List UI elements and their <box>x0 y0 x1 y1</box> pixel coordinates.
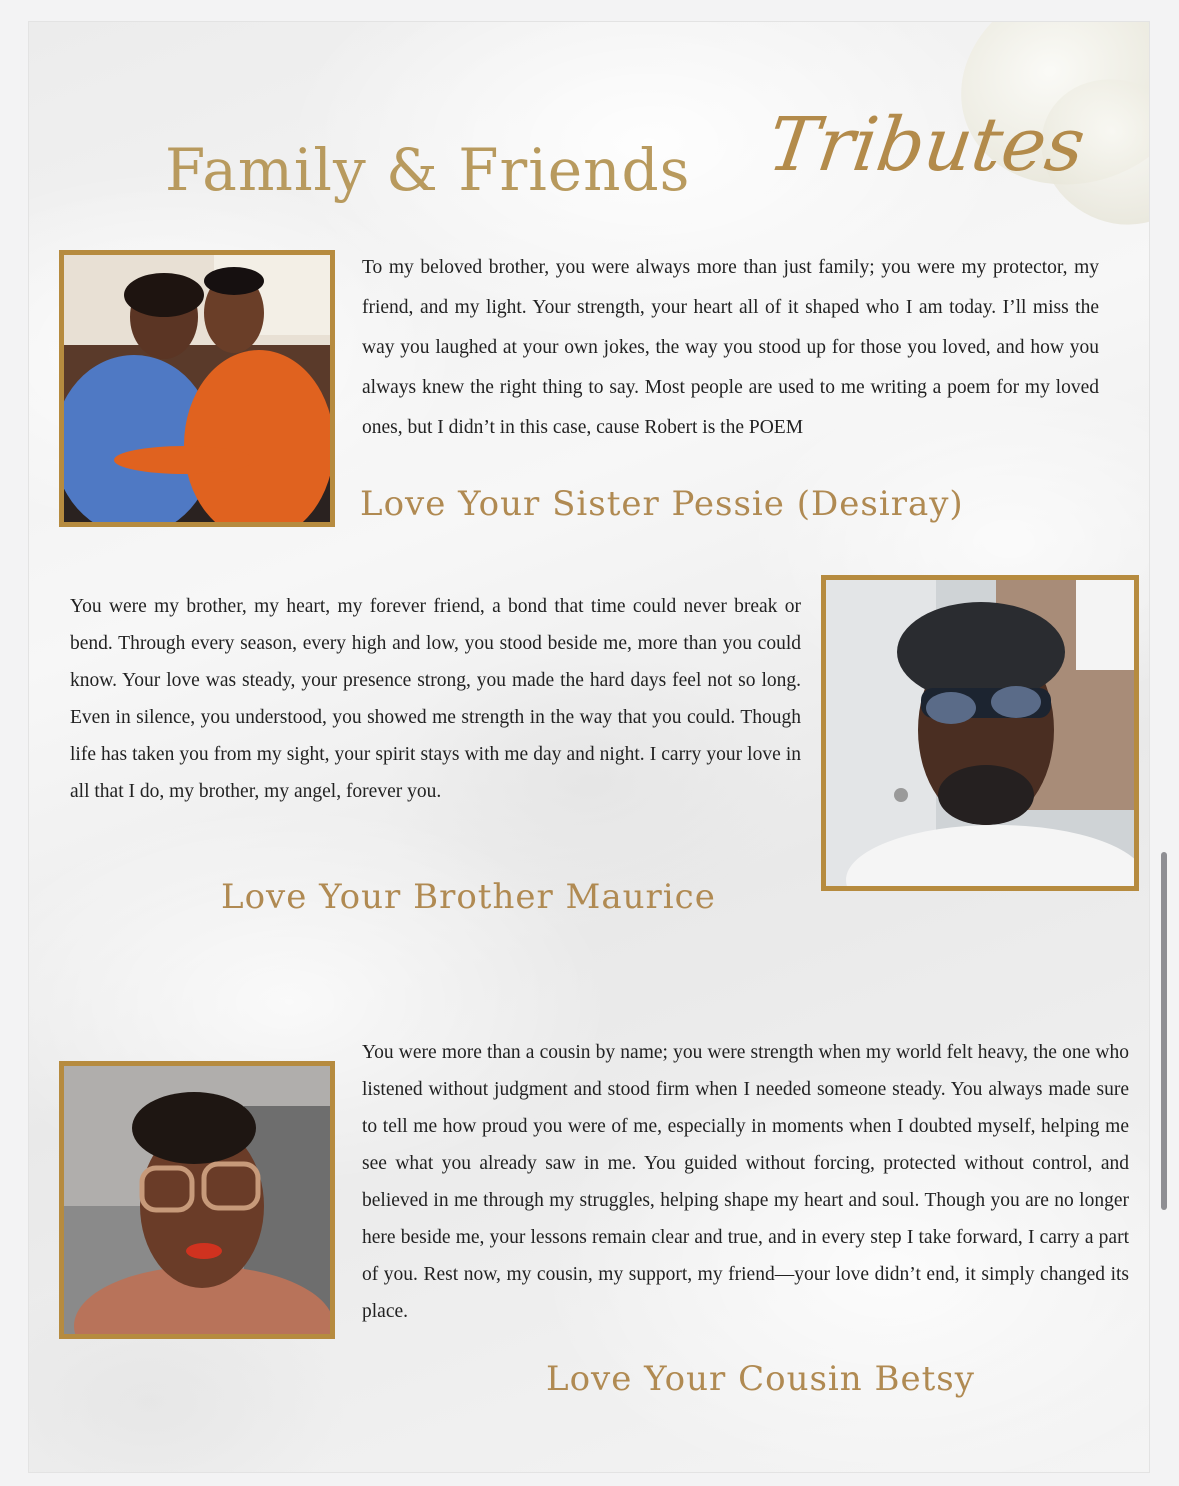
photo-sister-and-brother <box>59 250 335 527</box>
tribute-text-brother: You were my brother, my heart, my forever friend, a bond that time could never break or bend. Through every season, every high and low, you stood beside me, more than you could know. Your love was steady, your presence strong, you made the hard days feel not so long. Even in silence, you understood, you showed me strength in the way that you could. Though life has taken you from my sight, your spirit stays with me day and night. I carry your love in all that I do, my brother, my angel, forever you. <box>70 596 801 802</box>
title-main: Family & Friends <box>165 136 691 204</box>
photo-cousin-betsy <box>59 1061 335 1339</box>
tribute-text-sister: To my beloved brother, you were always more than just family; you were my protector, my friend, and my light. Your strength, your heart all of it shaped who I am today. I’ll miss the way you laughed at your own jokes, the way you stood up for those you loved, and how you always knew the right thing to say. Most people are used to me writing a poem for my loved ones, but I didn’t in this case, cause Robert is the POEM <box>362 257 1099 438</box>
tribute-text-cousin: You were more than a cousin by name; you were strength when my world felt heavy, the one who listened without judgment and stood firm when I needed someone steady. You always made sure to tell me how proud you were of me, especially in moments when I doubted myself, helping me see what you already saw in me. You guided without forcing, protected without control, and believed in me through my struggles, helping shape my heart and soul. Though you are no longer here beside me, your lessons remain clear and true, and in every step I take forward, I carry a part of you. Rest now, my cousin, my support, my friend—your love didn’t end, it simply changed its place. <box>362 1042 1129 1322</box>
page-title <box>159 102 1090 260</box>
signature-cousin: Love Your Cousin Betsy <box>546 1359 975 1399</box>
signature-sister: Love Your Sister Pessie (Desiray) <box>360 484 964 524</box>
photo-brother-maurice <box>821 575 1139 891</box>
tribute-page <box>29 22 1149 1472</box>
title-script: Tributes <box>762 102 1090 188</box>
signature-brother: Love Your Brother Maurice <box>221 877 716 917</box>
scrollbar[interactable] <box>1161 852 1167 1210</box>
